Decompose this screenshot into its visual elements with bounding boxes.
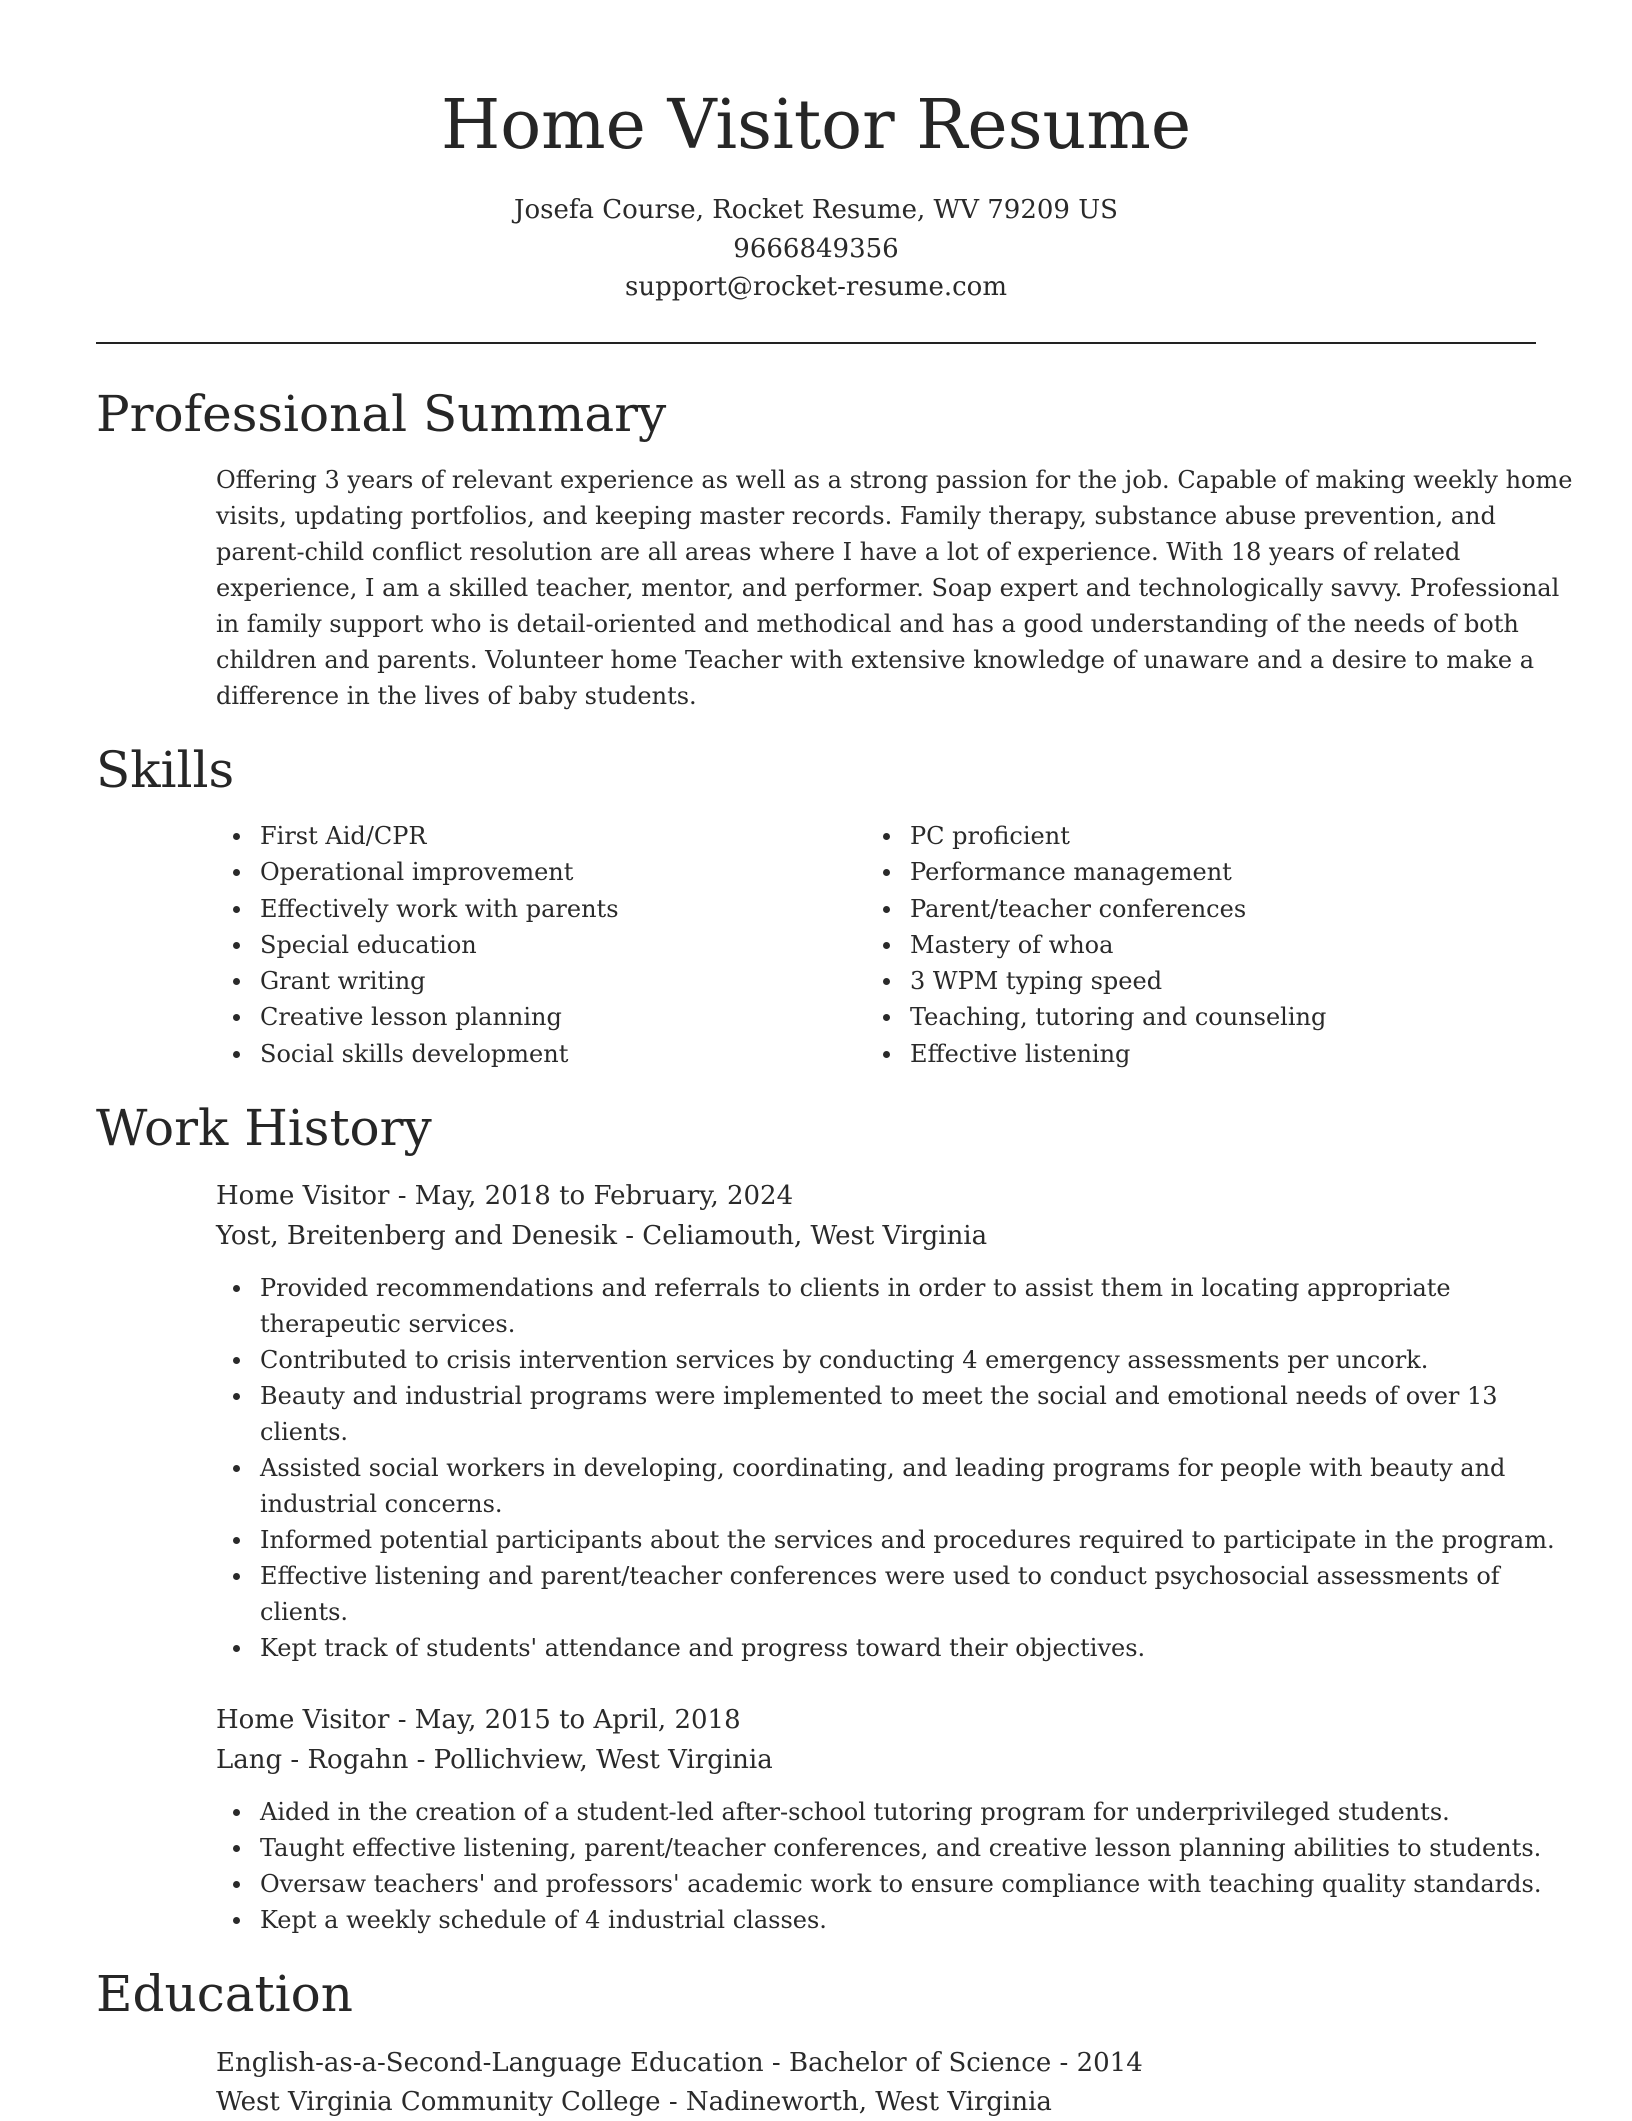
summary-line: children and parents. Volunteer home Teacher with extensive knowledge of unaware and a desire to make a	[216, 646, 1535, 674]
duty-item	[216, 1342, 1536, 1378]
contact-address: Josefa Course, Rocket Resume, WV 79209 US	[514, 195, 1118, 225]
skill-item: Social skills development	[216, 1036, 619, 1072]
education-degree-line: English-as-a-Second-Language Education - Bachelor of Science - 2014	[216, 2048, 1143, 2078]
contact-email: support@rocket-resume.com	[624, 272, 1007, 302]
duty-line: Effective listening and parent/teacher conferences were used to conduct psychosocial assessments of	[260, 1562, 1500, 1590]
skills-heading: Skills	[96, 741, 235, 799]
duty-item	[216, 1270, 1536, 1342]
duty-item	[216, 1450, 1536, 1522]
duty-line: Provided recommendations and referrals to clients in order to assist them in locating appropriate	[260, 1274, 1451, 1302]
duty-item	[216, 1378, 1536, 1450]
duty-line: Assisted social workers in developing, coordinating, and leading programs for people with beauty and	[260, 1454, 1506, 1482]
education-heading: Education	[96, 1965, 353, 2023]
skill-item: Effective listening	[866, 1036, 1326, 1072]
duty-line: therapeutic services.	[260, 1310, 516, 1338]
summary-line: in family support who is detail-oriented and methodical and has a good understanding of the needs of both	[216, 610, 1519, 638]
skill-item: Teaching, tutoring and counseling	[866, 999, 1326, 1035]
duty-item	[216, 1866, 1542, 1902]
summary-heading: Professional Summary	[96, 385, 667, 443]
duty-item	[216, 1522, 1555, 1558]
skill-item: Mastery of whoa	[866, 927, 1326, 963]
education-school-line: West Virginia Community College - Nadineworth, West Virginia	[216, 2087, 1052, 2117]
duty-line: industrial concerns.	[260, 1490, 503, 1518]
skill-item: First Aid/CPR	[216, 818, 619, 854]
job-title-line: Home Visitor - May, 2018 to February, 2024	[216, 1181, 794, 1211]
duty-line: Beauty and industrial programs were implemented to meet the social and emotional needs of over 13	[260, 1382, 1498, 1410]
duty-line: Oversaw teachers' and professors' academic work to ensure compliance with teaching quality standards.	[260, 1870, 1542, 1898]
duty-line: Kept track of students' attendance and progress toward their objectives.	[260, 1634, 1146, 1662]
work-history-heading: Work History	[96, 1099, 432, 1157]
duty-item	[216, 1558, 1536, 1630]
skill-item: Special education	[216, 927, 619, 963]
skill-item: PC proficient	[866, 818, 1326, 854]
duty-item	[216, 1902, 1536, 1938]
duty-line: Kept a weekly schedule of 4 industrial classes.	[260, 1906, 827, 1934]
job-company-line: Lang - Rogahn - Pollichview, West Virginia	[216, 1745, 773, 1775]
skill-item: Creative lesson planning	[216, 999, 619, 1035]
duty-item	[216, 1794, 1536, 1830]
skill-item: Parent/teacher conferences	[866, 891, 1326, 927]
summary-paragraph	[216, 462, 1573, 714]
duty-line: clients.	[260, 1418, 349, 1446]
skill-item: Grant writing	[216, 963, 619, 999]
summary-line: difference in the lives of baby students.	[216, 682, 697, 710]
summary-line: visits, updating portfolios, and keeping master records. Family therapy, substance abuse prevention, and	[216, 502, 1496, 530]
skill-item: Effectively work with parents	[216, 891, 619, 927]
resume-title: Home Visitor Resume	[440, 86, 1192, 165]
skill-item: 3 WPM typing speed	[866, 963, 1326, 999]
duty-item	[216, 1830, 1542, 1866]
summary-line: Offering 3 years of relevant experience as well as a strong passion for the job. Capable of making weekly home	[216, 466, 1573, 494]
skill-item: Performance management	[866, 854, 1326, 890]
job-duties-list	[216, 1794, 1542, 1938]
job-company-line: Yost, Breitenberg and Denesik - Celiamouth, West Virginia	[216, 1221, 988, 1251]
duty-item	[216, 1630, 1536, 1666]
duty-line: Aided in the creation of a student-led after-school tutoring program for underprivileged students.	[260, 1798, 1450, 1826]
contact-phone: 9666849356	[733, 234, 899, 264]
skills-list-right	[866, 818, 1326, 1072]
summary-line: parent-child conflict resolution are all areas where I have a lot of experience. With 18 years of related	[216, 538, 1461, 566]
skills-list-left	[216, 818, 619, 1072]
duty-line: Contributed to crisis intervention services by conducting 4 emergency assessments per uncork.	[260, 1346, 1429, 1374]
header-divider	[96, 342, 1536, 344]
summary-line: experience, I am a skilled teacher, mentor, and performer. Soap expert and technologically savvy. Professional	[216, 574, 1560, 602]
job-title-line: Home Visitor - May, 2015 to April, 2018	[216, 1705, 741, 1735]
duty-line: clients.	[260, 1598, 349, 1626]
duty-line: Taught effective listening, parent/teacher conferences, and creative lesson planning abilities to students.	[260, 1834, 1542, 1862]
duty-line: Informed potential participants about the services and procedures required to participate in the program.	[260, 1526, 1555, 1554]
job-duties-list	[216, 1270, 1555, 1666]
skill-item: Operational improvement	[216, 854, 619, 890]
